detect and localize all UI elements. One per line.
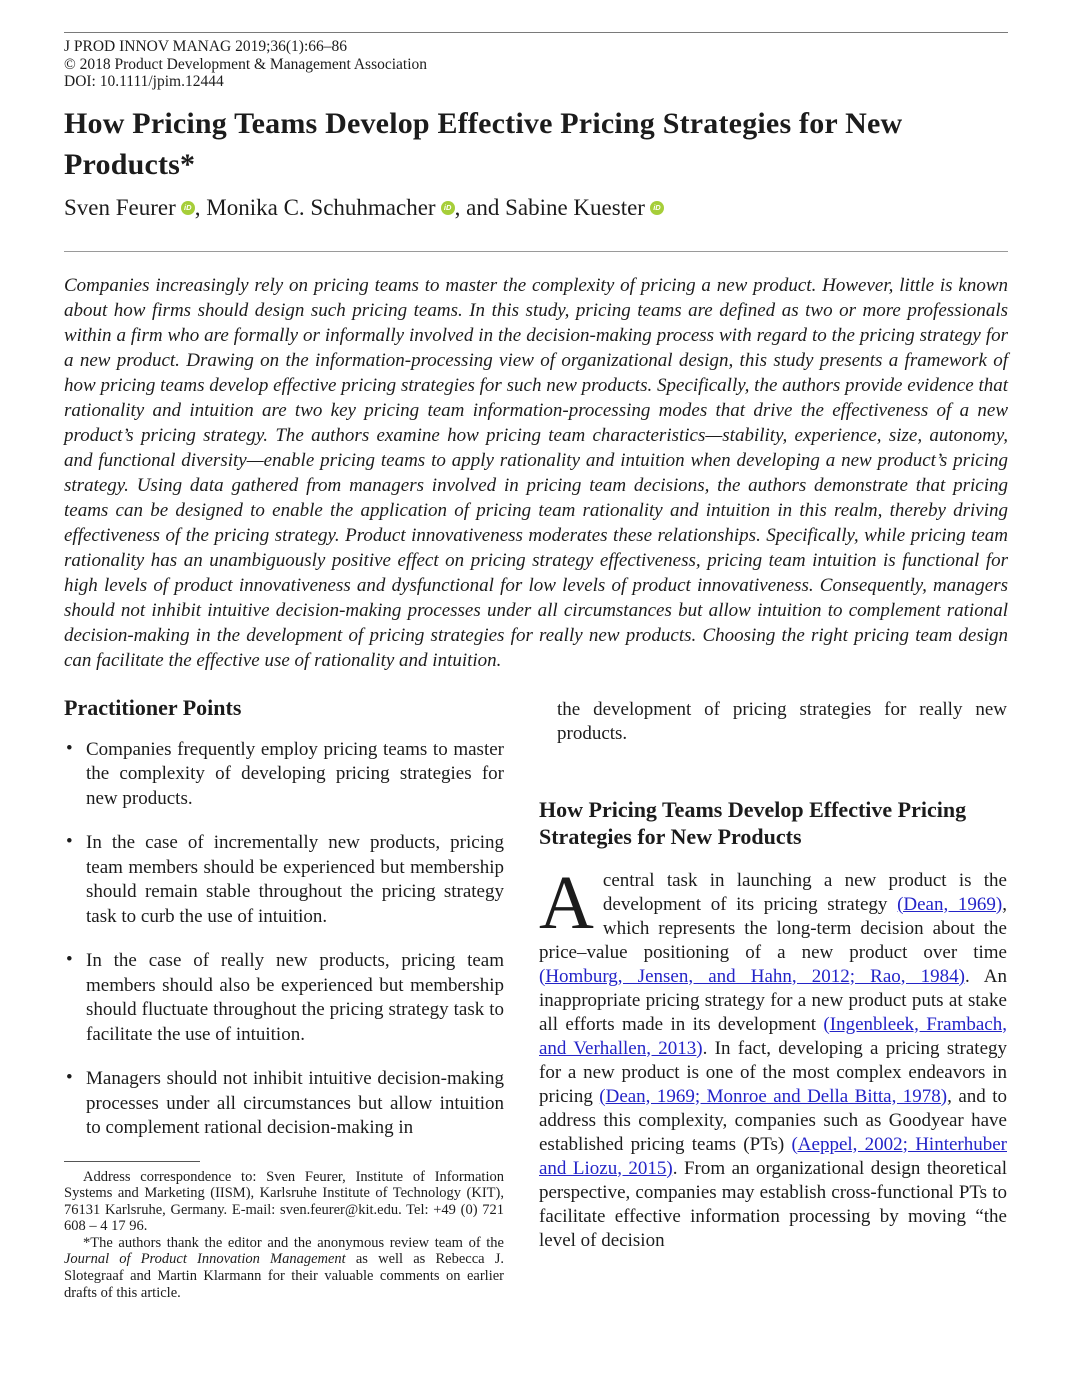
footnote-rule — [64, 1161, 200, 1162]
bullet-icon: • — [66, 737, 73, 759]
bullet-text: In the case of really new products, pricing team members should also be experienced but membership should fluctuate throughout the pricing strategy task to facilitate the use of intuition. — [86, 950, 504, 1045]
bullet-icon: • — [66, 1067, 73, 1088]
body-text: . In fact, developing a pricing strategy for a new product is one of the most complex endeavors in pricing — [539, 1037, 1008, 1107]
acknowledgement-text: as well as Rebecca J. Slotegraaf and Martin Klarmann for their valuable comments on earlier drafts of this article. — [64, 1251, 504, 1301]
introduction-paragraph — [539, 860, 1008, 1253]
citation-link-aeppel-hinterhuber-liozu[interactable]: (Aeppel, 2002; Hinterhuber and Liozu, 2015) — [539, 1133, 1007, 1179]
list-item — [64, 949, 504, 1047]
practitioner-points-list — [64, 738, 504, 1161]
journal-name-italic: Journal of Product Innovation Management — [64, 1251, 346, 1268]
practitioner-points-heading: Practitioner Points — [64, 694, 242, 720]
body-text: central task in launching a new product is the development of its pricing strategy — [602, 869, 1007, 915]
top-rule — [64, 32, 1008, 33]
body-text: , which represents the long-term decision about the price–value positioning of a new product over time — [539, 893, 1007, 963]
bullet-icon: • — [66, 949, 73, 970]
citation-link-ingenbleek-frambach-verhallen[interactable]: (Ingenbleek, Frambach, and Verhallen, 2013) — [539, 1013, 1007, 1059]
bullet-continuation-text: the development of pricing strategies for really new products. — [557, 698, 1007, 744]
acknowledgement-note — [64, 1235, 504, 1301]
journal-citation-line: J PROD INNOV MANAG 2019;36(1):66–86 — [64, 38, 348, 55]
correspondence-note: Address correspondence to: Sven Feurer, Institute of Information Systems and Marketing (IISM), Karlsruhe Institute of Technology (KIT), 76131 Karlsruhe, Germany. E-mail: sven.feurer@kit.edu. Tel: +49 (0) 721 608 – 4 17 96. — [64, 1168, 504, 1235]
two-column-body — [64, 694, 1008, 1301]
orcid-icon[interactable]: iD — [181, 201, 195, 215]
author-separator: , and — [454, 194, 506, 220]
doi-line: DOI: 10.1111/jpim.12444 — [64, 73, 224, 90]
list-item — [64, 738, 504, 812]
introduction-section-heading: How Pricing Teams Develop Effective Pricing Strategies for New Products — [539, 796, 967, 849]
acknowledgement-text: *The authors thank the editor and the anonymous review team of the — [83, 1234, 504, 1251]
body-text: , and to address this complexity, companies such as Goodyear have established pricing teams (PTs) — [539, 1085, 1007, 1155]
list-item — [64, 1067, 504, 1141]
citation-link-dean-monroe-dellabitta[interactable]: (Dean, 1969; Monroe and Della Bitta, 1978) — [599, 1085, 948, 1107]
abstract-divider-rule — [64, 251, 1008, 252]
author-name: Sven Feurer — [64, 194, 176, 220]
journal-header — [64, 38, 1008, 91]
body-text: . An inappropriate pricing strategy for a new product puts at stake all efforts made in its development — [539, 965, 1007, 1035]
copyright-line: © 2018 Product Development & Management Association — [64, 55, 428, 73]
bullet-icon: • — [66, 831, 73, 852]
abstract-text: Companies increasingly rely on pricing teams to master the complexity of pricing a new product. However, little is known about how firms should design such pricing teams. In this study, pricing teams are defined as two or more professionals within a firm who are formally or informally involved in the decision-making process with regard to the pricing strategy for a new product. Drawing on the information-processing view of organizational design, this study presents a framework of how pricing teams develop effective pricing strategies for such new products. Specifically, the authors provide evidence that rationality and intuition are two key pricing team information-processing modes that drive the effectiveness of a new product’s pricing strategy. The authors examine how pricing team characteristics—stability, experience, size, autonomy, and functional diversity—enable pricing teams to apply rationality and intuition when developing a new product’s pricing strategy. Using data gathered from managers involved in pricing team decisions, the authors demonstrate that pricing teams can be designed to enable the application of pricing team rationality and intuition in this realm, thereby driving effectiveness of the pricing strategy. Product innovativeness moderates these relationships. Specifically, while pricing team rationality has an unambiguously positive effect on pricing strategy effectiveness, pricing team intuition is functional for high levels of product innovativeness and dysfunctional for low levels of product innovativeness. Consequently, managers should not inhibit intuitive decision-making processes under all circumstances but allow intuition to complement rational decision-making in the development of pricing strategies for really new products. Choosing the right pricing team design can facilitate the effective use of rationality and intuition. — [64, 274, 1008, 671]
bullet-text: Companies frequently employ pricing teams to master the complexity of developing pricing strategies for new products. — [86, 738, 504, 809]
author-separator: , — [194, 194, 207, 220]
right-column — [539, 694, 1007, 1272]
author-line — [64, 194, 1008, 222]
citation-link-dean-1969[interactable]: (Dean, 1969) — [897, 893, 1003, 915]
orcid-icon[interactable]: iD — [441, 201, 455, 215]
bullet-text: Managers should not inhibit intuitive decision-making processes under all circumstances but allow intuition to complement rational decision-making in — [86, 1068, 504, 1138]
author-name: Monika C. Schuhmacher — [206, 194, 436, 220]
author-name: Sabine Kuester — [505, 194, 645, 220]
citation-link-homburg-jensen-hahn-rao[interactable]: (Homburg, Jensen, and Hahn, 2012; Rao, 1984) — [539, 965, 965, 987]
orcid-icon[interactable]: iD — [650, 201, 664, 215]
footnote-block — [64, 1161, 504, 1302]
list-item — [64, 831, 504, 929]
left-column — [64, 694, 504, 1301]
paper-title: How Pricing Teams Develop Effective Pricing Strategies for New Products* — [64, 106, 903, 181]
drop-cap: A — [539, 860, 594, 945]
body-text: . From an organizational design theoretical perspective, companies may establish cross-functional PTs to facilitate effective information processing by moving “the level of decision — [539, 1157, 1008, 1251]
bullet-text: In the case of incrementally new products, pricing team members should be experienced but membership should remain stable throughout the pricing strategy task to curb the use of intuition. — [86, 832, 504, 927]
